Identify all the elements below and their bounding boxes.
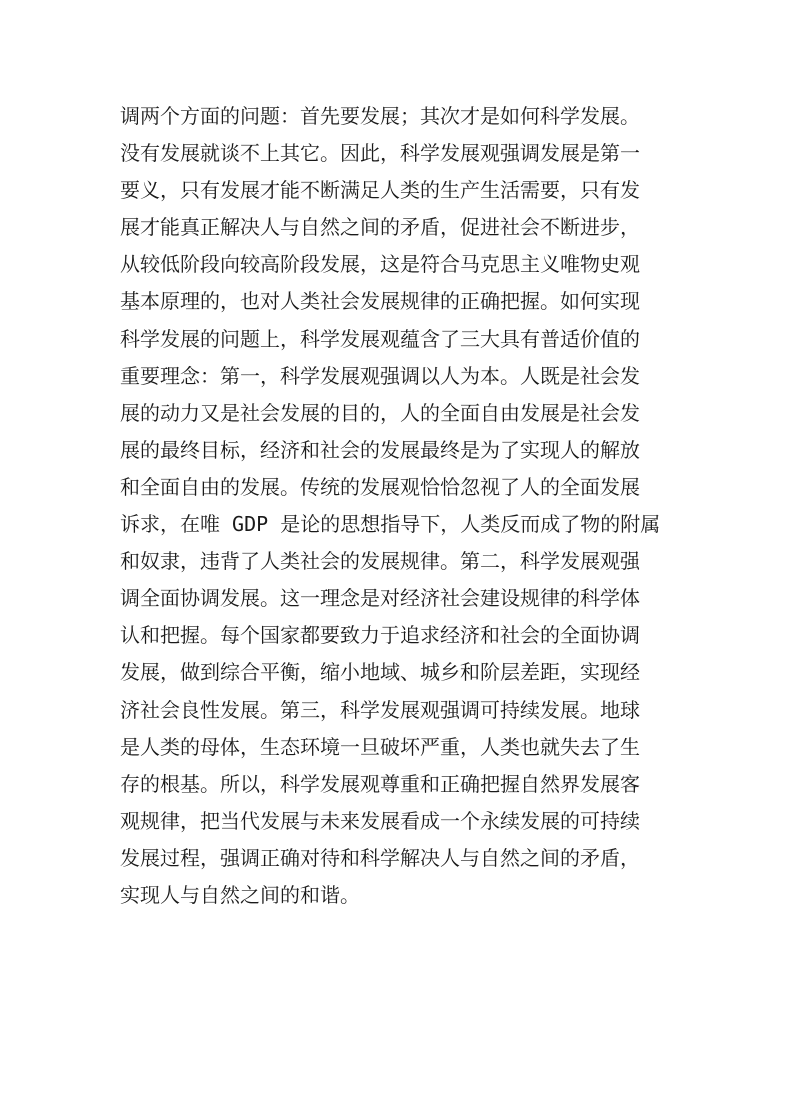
text-line: 调全面协调发展。这一理念是对经济社会建设规律的科学体 <box>120 586 640 611</box>
text-line: 诉求，在唯 GDP 是论的思想指导下，人类反而成了物的附属 <box>120 512 661 537</box>
text-line: 和奴隶，违背了人类社会的发展规律。第二，科学发展观强 <box>120 549 640 574</box>
text-line: 调两个方面的问题：首先要发展；其次才是如何科学发展。 <box>120 104 640 128</box>
text-line: 重要理念：第一，科学发展观强调以人为本。人既是社会发 <box>120 363 640 388</box>
text-line: 发展过程，强调正确对待和科学解决人与自然之间的矛盾， <box>120 845 640 870</box>
text-line: 是人类的母体，生态环境一旦破坏严重，人类也就失去了生 <box>120 734 640 759</box>
text-line: 基本原理的，也对人类社会发展规律的正确把握。如何实现 <box>120 289 640 314</box>
text-line: 实现人与自然之间的和谐。 <box>120 882 360 907</box>
text-line: 科学发展的问题上，科学发展观蕴含了三大具有普适价值的 <box>120 326 640 351</box>
text-line: 观规律，把当代发展与未来发展看成一个永续发展的可持续 <box>120 808 640 833</box>
text-line: 和全面自由的发展。传统的发展观恰恰忽视了人的全面发展 <box>120 474 640 499</box>
text-line: 展的最终目标，经济和社会的发展最终是为了实现人的解放 <box>120 437 640 462</box>
text-line: 展才能真正解决人与自然之间的矛盾，促进社会不断进步， <box>120 215 640 240</box>
text-line: 存的根基。所以，科学发展观尊重和正确把握自然界发展客 <box>120 771 640 796</box>
text-line: 认和把握。每个国家都要致力于追求经济和社会的全面协调 <box>120 623 640 648</box>
text-line: 从较低阶段向较高阶段发展，这是符合马克思主义唯物史观 <box>120 252 640 277</box>
text-line: 要义，只有发展才能不断满足人类的生产生活需要，只有发 <box>120 178 640 203</box>
text-line: 没有发展就谈不上其它。因此，科学发展观强调发展是第一 <box>120 141 640 166</box>
text-line: 济社会良性发展。第三，科学发展观强调可持续发展。地球 <box>120 697 640 722</box>
text-line: 展的动力又是社会发展的目的，人的全面自由发展是社会发 <box>120 400 640 425</box>
text-line: 发展，做到综合平衡，缩小地域、城乡和阶层差距，实现经 <box>120 660 640 685</box>
body-paragraph <box>120 98 680 914</box>
